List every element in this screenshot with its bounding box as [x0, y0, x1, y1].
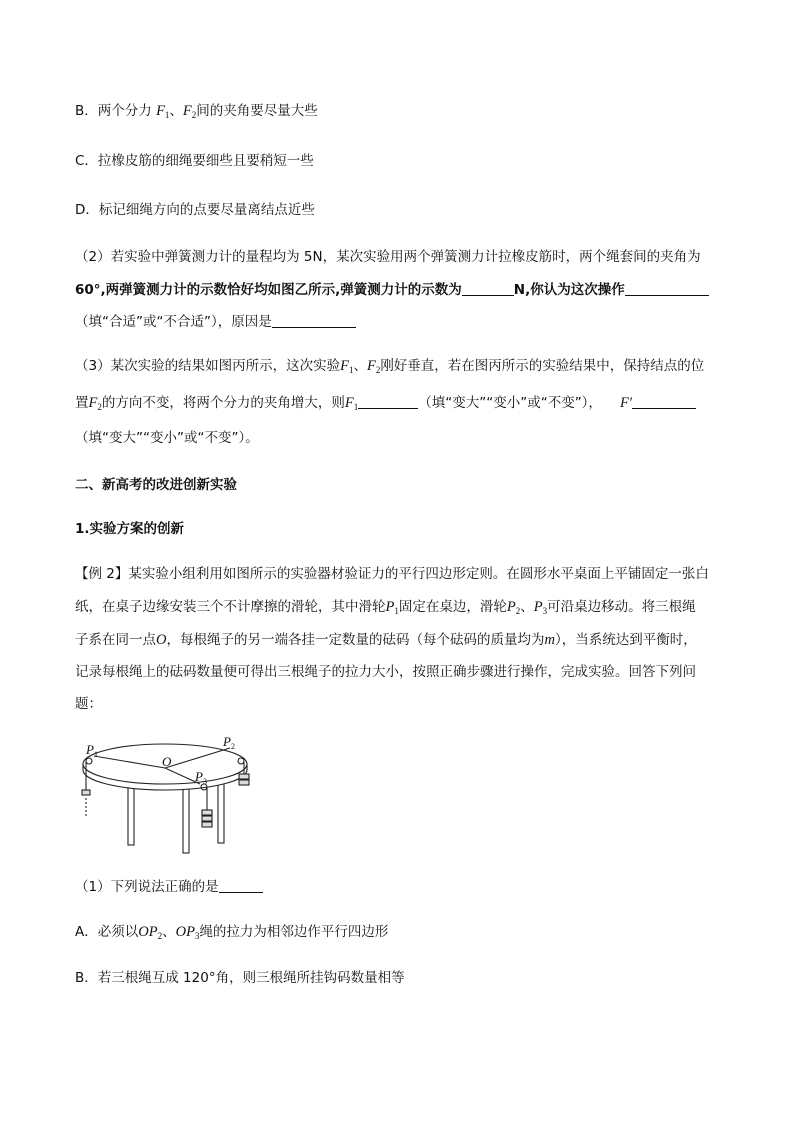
- example2-line5: 题：: [75, 696, 102, 712]
- example2-line4: 记录每根绳上的砝码数量便可得出三根绳子的拉力大小，按照正确步骤进行操作，完成实验。回答下列问: [75, 664, 696, 680]
- answer-blank: [358, 394, 418, 409]
- option-c: C．拉橡皮筋的细绳要细些且要稍短一些: [75, 153, 314, 169]
- ex2-option-b: B．若三根绳互成 120°角，则三根绳所挂钩码数量相等: [75, 970, 405, 986]
- weight: [202, 810, 212, 815]
- weight: [202, 822, 212, 827]
- ex2-option-a: A．必须以$OP_2$、$OP_3$绳的拉力为相邻边作平行四边形: [75, 924, 389, 941]
- f2-symbol: $F_2$: [182, 103, 197, 120]
- subsection-heading: 1.实验方案的创新: [75, 521, 185, 537]
- answer-blank: [219, 878, 263, 893]
- table-leg: [218, 783, 224, 843]
- weight: [239, 774, 249, 779]
- answer-blank: [272, 313, 356, 328]
- weight: [82, 790, 90, 795]
- weight: [239, 780, 249, 785]
- answer-blank: [625, 281, 709, 296]
- option-d: D．标记细绳方向的点要尽量离结点近些: [75, 202, 315, 218]
- q3-line1: （3）某次实验的结果如图丙所示，这次实验$F_1$、$F_2$刚好垂直，若在图丙所示的实验结果中，保持结点的位: [75, 358, 705, 375]
- weight: [202, 816, 212, 821]
- label-p3: $P_3$: [195, 769, 207, 786]
- section-heading: 二、新高考的改进创新实验: [75, 477, 237, 493]
- table-figure: [78, 728, 258, 858]
- table-leg: [183, 786, 189, 853]
- table-leg: [128, 783, 134, 845]
- q3-line3: （填“变大”“变小”或“不变”）。: [75, 430, 259, 446]
- example2-line2: 纸，在桌子边缘安装三个不计摩擦的滑轮，其中滑轮$P_1$固定在桌边，滑轮$P_2$、$P_3$可沿桌边移动。将三根绳: [75, 599, 696, 616]
- q2-line1: （2）若实验中弹簧测力计的量程均为 5N，某次实验用两个弹簧测力计拉橡皮筋时，两个绳套间的夹角为: [75, 249, 701, 265]
- option-b: B．两个分力 $F_1$、$F_2$间的夹角要尽量大些: [75, 103, 318, 120]
- example2-line1: 【例 2】某实验小组利用如图所示的实验器材验证力的平行四边形定则。在圆形水平桌面上平铺固定一张白: [75, 566, 709, 582]
- label-o: O: [162, 754, 172, 769]
- q3-line2: 置$F_2$的方向不变，将两个分力的夹角增大，则$F_1$ （填“变大”“变小”或“不变”）， F′: [75, 393, 696, 417]
- q2-line3: （填“合适”或“不合适”），原因是: [75, 312, 356, 332]
- label-p1: $P_1$: [86, 742, 98, 759]
- answer-blank: [462, 281, 514, 296]
- f1-symbol: $F_1$: [156, 103, 170, 120]
- answer-blank: [632, 394, 696, 409]
- ex2-q1: （1）下列说法正确的是: [75, 877, 263, 897]
- label-p2: $P_2$: [223, 734, 235, 751]
- q2-line2: 60°,两弹簧测力计的示数恰好均如图乙所示,弹簧测力计的示数为 N,你认为这次操作: [75, 280, 709, 300]
- example2-line3: 子系在同一点O，每根绳子的另一端各挂一定数量的砝码（每个砝码的质量均为m），当系统达到平衡时，: [75, 632, 697, 648]
